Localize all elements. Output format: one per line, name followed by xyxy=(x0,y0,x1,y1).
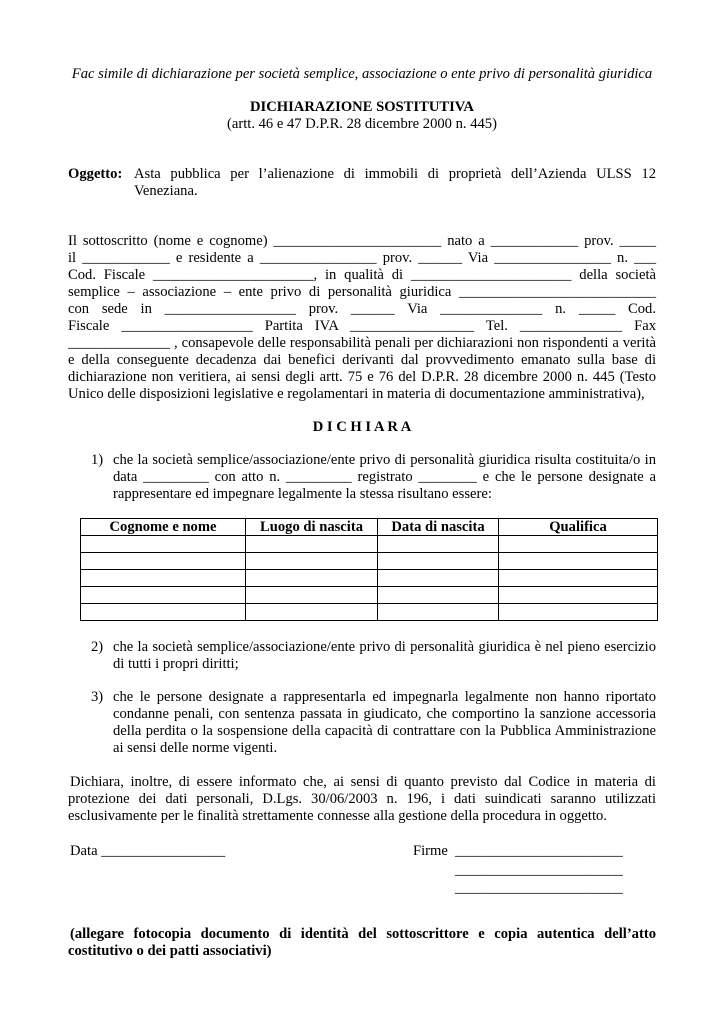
intro-line-3: Cod. Fiscale ______________________, in qualità di ______________________ della società xyxy=(68,267,656,283)
item-1-line-3: rappresentare ed impegnare legalmente la stessa risultano essere: xyxy=(113,486,492,502)
table-cell[interactable] xyxy=(499,570,658,587)
col-luogo-nascita: Luogo di nascita xyxy=(246,519,378,536)
table-cell[interactable] xyxy=(499,587,658,604)
table-cell[interactable] xyxy=(81,587,246,604)
oggetto-label: Oggetto: xyxy=(68,166,123,182)
table-row xyxy=(81,553,658,570)
dichiara-heading: D I C H I A R A xyxy=(312,419,412,435)
item-1-number: 1) xyxy=(91,452,104,468)
table-cell[interactable] xyxy=(246,604,378,621)
intro-line-1: Il sottoscritto (nome e cognome) _______________________ nato a ____________ prov. _____ xyxy=(68,233,656,249)
table-cell[interactable] xyxy=(246,536,378,553)
item-1-line-1: che la società semplice/associazione/ente privo di personalità giuridica risulta costituita/o in xyxy=(113,452,656,468)
footer-note-line-2: costitutivo o dei patti associativi) xyxy=(68,943,272,959)
col-qualifica: Qualifica xyxy=(499,519,658,536)
intro-line-4: semplice – associazione – ente privo di personalità giuridica ___________________________ xyxy=(68,284,656,300)
item-2-line-2: di tutti i propri diritti; xyxy=(113,656,239,672)
item-3-line-1: che le persone designate a rappresentarla ed impegnarla legalmente non hanno riportato xyxy=(113,689,656,705)
document-subtitle: Fac simile di dichiarazione per società semplice, associazione o ente privo di personalità giuridica xyxy=(71,66,653,82)
table-row xyxy=(81,536,658,553)
firme-label: Firme xyxy=(413,843,448,859)
signature-line-2[interactable]: _______________________ xyxy=(455,862,623,878)
table-cell[interactable] xyxy=(378,536,499,553)
table-cell[interactable] xyxy=(246,587,378,604)
privacy-line-3: esclusivamente per le finalità strettamente connesse alla gestione della procedura in oggetto. xyxy=(68,808,607,824)
table-row xyxy=(81,570,658,587)
persons-table xyxy=(80,518,658,621)
data-field[interactable]: Data _________________ xyxy=(70,843,226,859)
table-cell[interactable] xyxy=(499,553,658,570)
intro-line-10: Unico delle disposizioni legislative e regolamentari in materia di documentazione amministrativa), xyxy=(68,386,645,402)
item-2-number: 2) xyxy=(91,639,104,655)
table-cell[interactable] xyxy=(378,570,499,587)
table-cell[interactable] xyxy=(378,587,499,604)
signature-line-1[interactable]: _______________________ xyxy=(455,843,623,859)
item-3-line-4: ai sensi delle norme vigenti. xyxy=(113,740,278,756)
intro-line-9: dichiarazione non veritiera, ai sensi degli artt. 75 e 76 del D.P.R. 28 dicembre 2000 n. 445 (Testo xyxy=(68,369,656,385)
item-3-number: 3) xyxy=(91,689,104,705)
oggetto-line-1: Asta pubblica per l’alienazione di immobili di proprietà dell’Azienda ULSS 12 xyxy=(134,166,656,182)
table-cell[interactable] xyxy=(499,604,658,621)
table-row xyxy=(81,587,658,604)
footer-note-line-1: (allegare fotocopia documento di identità del sottoscrittore e copia autentica dell’atto xyxy=(70,926,656,942)
signature-line-3[interactable]: _______________________ xyxy=(455,880,623,896)
item-3-line-2: condanne penali, con sentenza passata in giudicato, che comportino la sanzione accessoria xyxy=(113,706,656,722)
privacy-line-1: Dichiara, inoltre, di essere informato che, ai sensi di quanto previsto dal Codice in materia di xyxy=(70,774,656,790)
intro-line-5: con sede in __________________ prov. ______ Via ______________ n. _____ Cod. xyxy=(68,301,656,317)
table-cell[interactable] xyxy=(246,553,378,570)
table-cell[interactable] xyxy=(81,536,246,553)
document-title: DICHIARAZIONE SOSTITUTIVA xyxy=(250,99,474,115)
item-3-line-3: della perdita o la sospensione della capacità di contrattare con la Pubblica Amministrazione xyxy=(113,723,656,739)
table-cell[interactable] xyxy=(378,604,499,621)
intro-line-6: Fiscale __________________ Partita IVA _________________ Tel. ______________ Fax xyxy=(68,318,656,334)
intro-line-8: e della conseguente decadenza dai benefici derivanti dal provvedimento emanato sulla base di xyxy=(68,352,656,368)
item-2-line-1: che la società semplice/associazione/ente privo di personalità giuridica è nel pieno esercizio xyxy=(113,639,656,655)
legal-reference: (artt. 46 e 47 D.P.R. 28 dicembre 2000 n. 445) xyxy=(227,116,497,132)
intro-line-2: il ____________ e residente a ________________ prov. ______ Via ________________ n. ___ xyxy=(68,250,656,266)
col-cognome-nome: Cognome e nome xyxy=(81,519,246,536)
table-cell[interactable] xyxy=(378,553,499,570)
table-row xyxy=(81,604,658,621)
table-cell[interactable] xyxy=(246,570,378,587)
intro-line-7: ______________ , consapevole delle responsabilità penali per dichiarazioni non rispondenti a verità xyxy=(68,335,656,351)
oggetto-line-2: Veneziana. xyxy=(134,183,198,199)
table-cell[interactable] xyxy=(499,536,658,553)
table-cell[interactable] xyxy=(81,570,246,587)
table-cell[interactable] xyxy=(81,553,246,570)
table-header-row xyxy=(81,519,658,536)
privacy-line-2: protezione dei dati personali, D.Lgs. 30/06/2003 n. 196, i dati suindicati saranno utilizzati xyxy=(68,791,656,807)
col-data-nascita: Data di nascita xyxy=(378,519,499,536)
table-cell[interactable] xyxy=(81,604,246,621)
item-1-line-2: data _________ con atto n. _________ registrato ________ e che le persone designate a xyxy=(113,469,656,485)
